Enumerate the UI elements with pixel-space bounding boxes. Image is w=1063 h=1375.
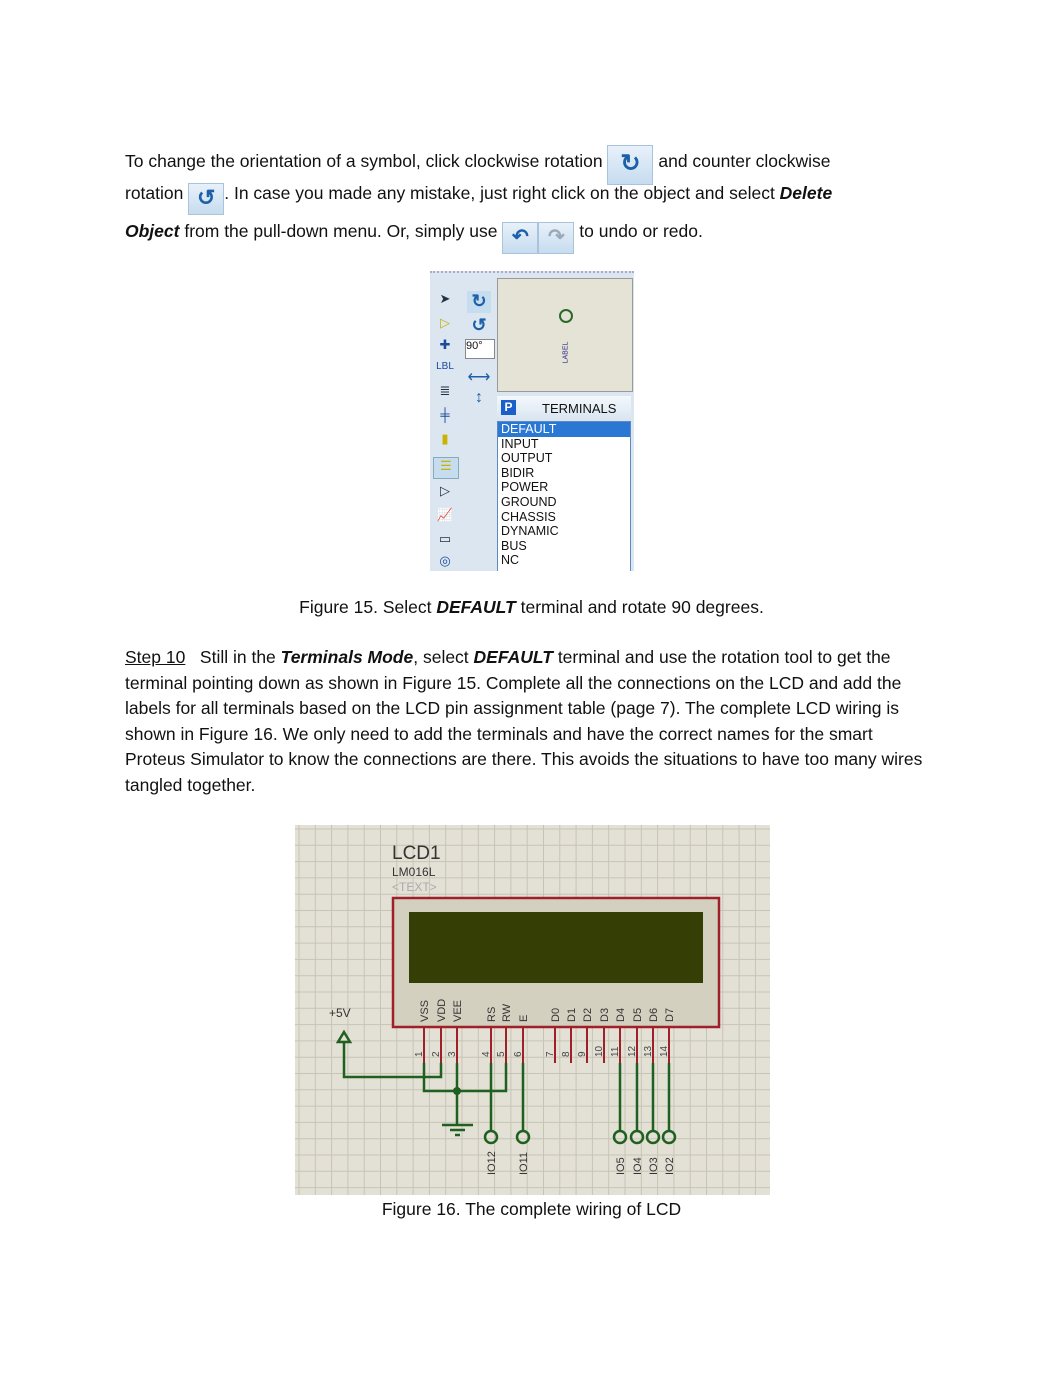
pin-name-vee: VEE xyxy=(452,999,464,1022)
pin-name-d2: D2 xyxy=(582,1007,594,1022)
pin-number: 6 xyxy=(513,1051,524,1057)
junction-dot xyxy=(453,1087,461,1095)
pin-name-d4: D4 xyxy=(615,1007,627,1022)
terminal-item-ground[interactable]: GROUND xyxy=(501,494,557,509)
pin-number: 11 xyxy=(610,1046,621,1057)
pin-number: 3 xyxy=(447,1051,458,1057)
step-label: Step 10 xyxy=(125,647,186,667)
lcd-screen xyxy=(409,912,703,983)
lcd-part: LM016L xyxy=(392,865,436,879)
pin-name-vdd: VDD xyxy=(436,998,448,1022)
text: Still in the xyxy=(185,647,281,667)
terminal-label: IO5 xyxy=(615,1157,627,1175)
text-script-icon: ≣ xyxy=(439,383,451,398)
terminal-item-bus[interactable]: BUS xyxy=(501,538,527,553)
figure-16-caption: Figure 16. The complete wiring of LCD xyxy=(381,1199,682,1219)
figure-15-terminals-panel xyxy=(430,271,634,571)
clockwise-rotate-icon: ↻ xyxy=(607,145,653,185)
preview-label: LABEL xyxy=(562,341,570,364)
tape-icon: ▭ xyxy=(438,531,452,546)
intro-line-1 xyxy=(125,145,831,185)
text: Object xyxy=(125,221,180,241)
intro-line-2 xyxy=(125,183,832,215)
device-pin-icon: ▷ xyxy=(440,483,450,498)
terminal-item-bidir[interactable]: BIDIR xyxy=(501,465,535,480)
rotation-angle-input[interactable]: 90° xyxy=(465,339,495,359)
panel-title: TERMINALS xyxy=(542,401,617,416)
terminal-symbol-icon xyxy=(559,309,573,323)
generator-icon: ◎ xyxy=(439,553,451,568)
pick-button[interactable]: P xyxy=(501,400,516,415)
pin-number: 5 xyxy=(496,1051,507,1057)
text: , select xyxy=(413,647,474,667)
pin-number: 1 xyxy=(414,1051,425,1057)
pin-number: 2 xyxy=(431,1051,442,1057)
mirror-vertical-icon[interactable]: ↕ xyxy=(475,389,483,406)
terminal-item-chassis[interactable]: CHASSIS xyxy=(501,509,556,524)
step-10-paragraph xyxy=(125,645,935,798)
counter-clockwise-rotate-icon: ↺ xyxy=(188,183,224,215)
text: . In case you made any mistake, just right click on the object and select xyxy=(224,183,780,203)
mirror-horizontal-icon[interactable]: ⟷ xyxy=(467,369,491,386)
redo-icon: ↷ xyxy=(538,222,574,254)
undo-icon: ↶ xyxy=(502,222,538,254)
terminal-label: IO12 xyxy=(486,1151,498,1175)
figure-15-caption xyxy=(0,597,1063,618)
text: rotation xyxy=(125,183,184,203)
text: from the pull-down menu. Or, simply use xyxy=(179,221,498,241)
component-icon: ▷ xyxy=(440,315,450,330)
preview-window xyxy=(497,278,633,392)
graph-icon: 📈 xyxy=(436,507,454,522)
terminal-item-default[interactable]: DEFAULT xyxy=(498,422,630,437)
terminal-label: IO4 xyxy=(632,1157,644,1175)
counter-clockwise-rotate-icon[interactable]: ↺ xyxy=(471,315,487,335)
text: terminal and use the rotation tool to get the terminal pointing down as shown in Figure 15. Complete all the connections on the LCD and add the labels for all terminals based on the LCD pin assignment table (page 7). The complete LCD wiring is shown in Figure 16. We only need to add the terminals and have the correct names for the smart Proteus Simulator to know the connections are there. This avoids the situations to have too many wires tangled together. xyxy=(125,647,923,795)
text: terminal and rotate 90 degrees. xyxy=(515,597,764,617)
terminal-label: IO3 xyxy=(648,1157,660,1175)
text: Figure 15. Select xyxy=(299,597,437,617)
pin-name-d3: D3 xyxy=(599,1007,611,1022)
text: Delete xyxy=(779,183,833,203)
junction-icon: ✚ xyxy=(439,337,451,352)
pin-name-rs: RS xyxy=(486,1006,498,1022)
label-icon: LBL xyxy=(436,361,454,372)
terminal-item-input[interactable]: INPUT xyxy=(501,436,539,451)
subcircuit-icon: ▮ xyxy=(441,431,449,446)
terminals-list[interactable] xyxy=(497,421,631,571)
lcd-ref: LCD1 xyxy=(392,843,441,864)
text: To change the orientation of a symbol, click clockwise rotation xyxy=(125,151,603,171)
intro-line-3 xyxy=(125,221,703,254)
clockwise-rotate-icon[interactable]: ↻ xyxy=(467,291,491,313)
terminal-item-dynamic[interactable]: DYNAMIC xyxy=(501,524,559,539)
power-label: +5V xyxy=(329,1006,351,1020)
pin-name-d6: D6 xyxy=(648,1007,660,1022)
pin-number: 13 xyxy=(643,1045,654,1057)
text: DEFAULT xyxy=(436,597,516,617)
pin-name-d0: D0 xyxy=(550,1007,562,1022)
figure-16-lcd-schematic xyxy=(295,825,770,1195)
text: and counter clockwise xyxy=(658,151,831,171)
pin-number: 8 xyxy=(561,1051,572,1057)
terminal-item-power[interactable]: POWER xyxy=(501,480,549,495)
pin-name-d1: D1 xyxy=(566,1007,578,1022)
terminal-item-output[interactable]: OUTPUT xyxy=(501,451,553,466)
pin-number: 4 xyxy=(481,1051,492,1057)
select-arrow-icon: ➤ xyxy=(439,291,451,306)
pin-name-d7: D7 xyxy=(664,1007,676,1022)
pin-number: 12 xyxy=(627,1045,638,1057)
terminal-item-nc[interactable]: NC xyxy=(501,553,520,568)
pin-number: 14 xyxy=(659,1045,670,1057)
terminal-label: IO11 xyxy=(518,1151,530,1175)
pin-number: 7 xyxy=(545,1051,556,1057)
pin-number: 9 xyxy=(577,1051,588,1057)
text: to undo or redo. xyxy=(579,221,703,241)
pin-name-rw: RW xyxy=(501,1003,513,1022)
pin-number: 10 xyxy=(594,1045,605,1057)
terminals-mode-icon[interactable]: ☰ xyxy=(433,457,459,479)
pin-name-vss: VSS xyxy=(419,999,431,1022)
terminal-label: IO2 xyxy=(664,1157,676,1175)
bus-icon: ╪ xyxy=(440,407,450,422)
text: DEFAULT xyxy=(473,647,553,667)
pin-name-e: E xyxy=(518,1014,530,1022)
terminals-header xyxy=(497,396,631,420)
lcd-text: <TEXT> xyxy=(392,880,437,894)
pin-name-d5: D5 xyxy=(632,1007,644,1022)
text: Terminals Mode xyxy=(280,647,414,667)
